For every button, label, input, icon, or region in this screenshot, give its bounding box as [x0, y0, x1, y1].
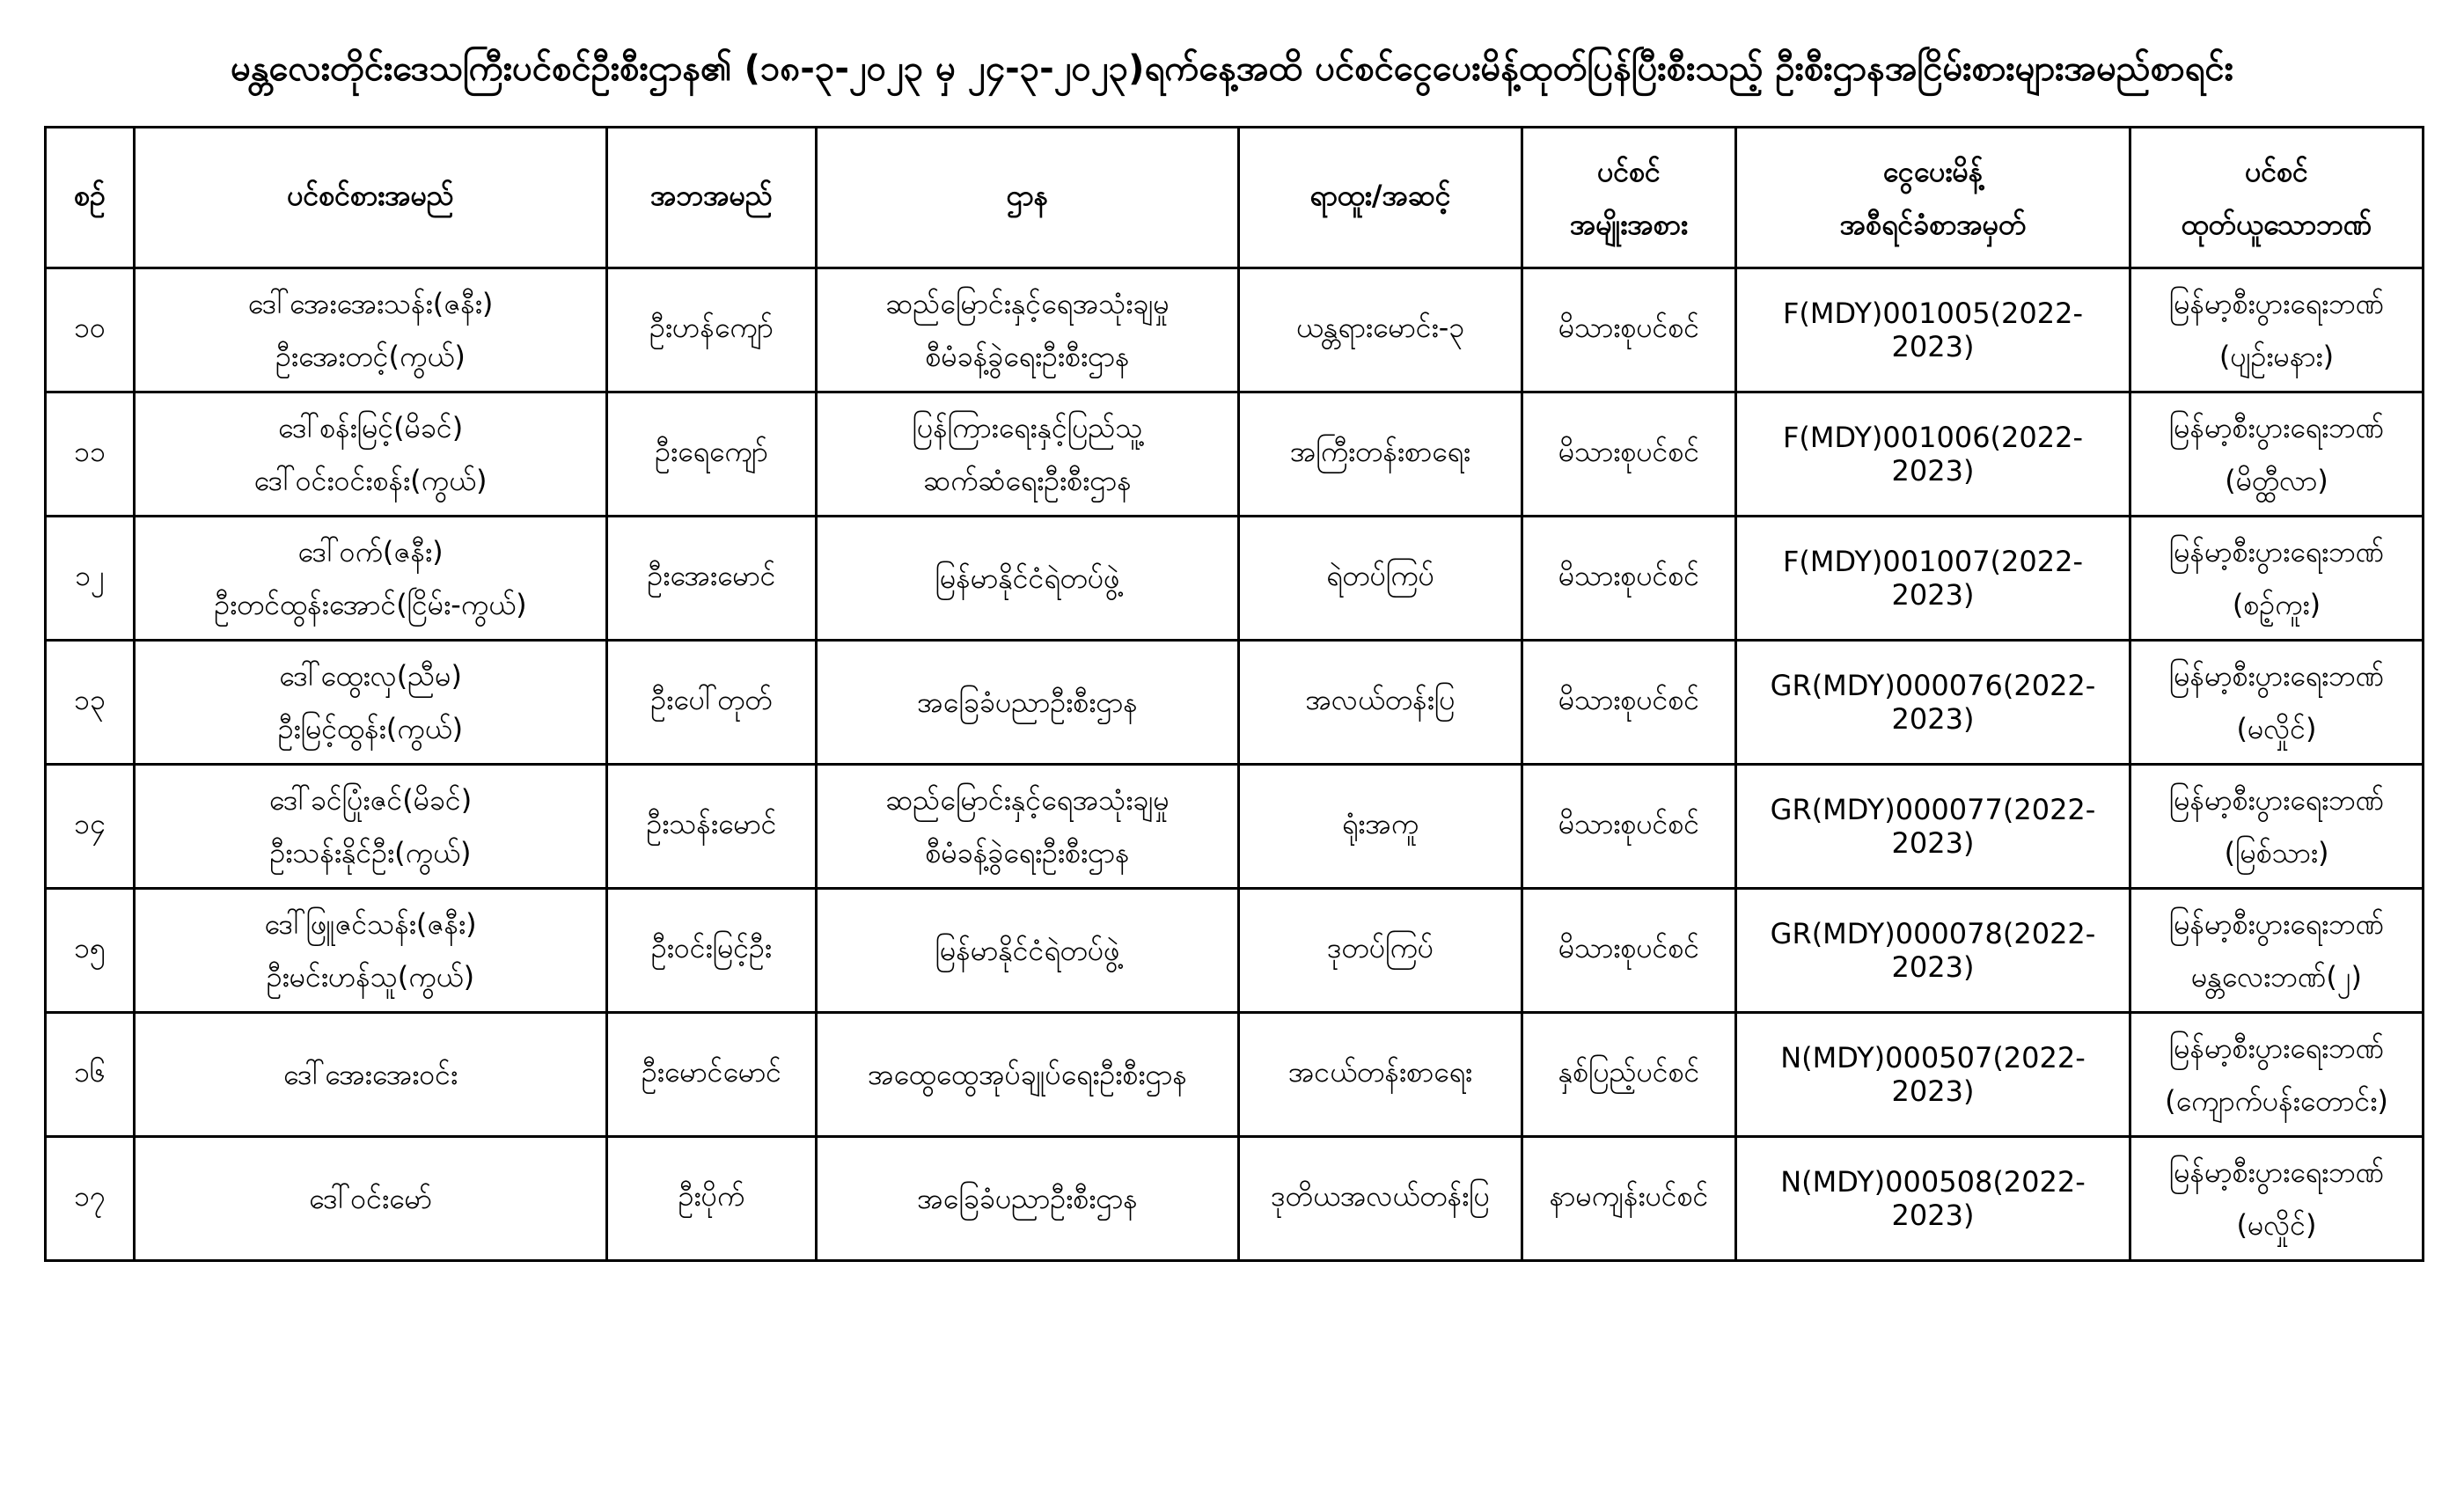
cell-bank-line: (မလှိုင်) — [2236, 712, 2317, 745]
cell-name — [135, 268, 607, 392]
header-bank — [2130, 128, 2424, 268]
cell-department — [817, 517, 1239, 641]
cell-department-line: ဆည်မြောင်းနှင့်ရေအသုံးချမှု — [885, 287, 1170, 320]
cell-department-line: အခြေခံပညာဦးစီးဌာန — [917, 686, 1138, 719]
header-name: ပင်စင်စားအမည် — [135, 128, 607, 268]
cell-no: ၁၂ — [46, 517, 135, 641]
cell-rank: ဒုတပ်ကြပ် — [1239, 889, 1522, 1013]
header-no: စဉ် — [46, 128, 135, 268]
cell-name-line: ဒေါ်ဝင်းမော် — [309, 1182, 432, 1215]
cell-name — [135, 1137, 607, 1261]
cell-no: ၁၄ — [46, 765, 135, 889]
cell-bank — [2130, 765, 2424, 889]
cell-department — [817, 1013, 1239, 1137]
cell-rank: အငယ်တန်းစာရေး — [1239, 1013, 1522, 1137]
cell-pension-type: မိသားစုပင်စင် — [1522, 517, 1736, 641]
cell-department — [817, 392, 1239, 517]
table-row — [46, 1137, 2424, 1261]
cell-order-no: N(MDY)000508(2022-2023) — [1736, 1137, 2130, 1261]
cell-order-no: F(MDY)001005(2022-2023) — [1736, 268, 2130, 392]
cell-father: ဦးပိုက် — [607, 1137, 817, 1261]
header-pension-type-line2: အမျိုးအစား — [1569, 207, 1689, 241]
cell-bank — [2130, 268, 2424, 392]
table-row — [46, 889, 2424, 1013]
cell-no: ၁၃ — [46, 641, 135, 765]
cell-bank-line: (မလှိုင်) — [2236, 1208, 2317, 1242]
cell-department-line: ဆည်မြောင်းနှင့်ရေအသုံးချမှု — [885, 783, 1170, 817]
header-bank-line2: ထုတ်ယူသောဘဏ် — [2181, 207, 2372, 241]
table-row — [46, 268, 2424, 392]
table-body — [46, 268, 2424, 1261]
header-rank: ရာထူး/အဆင့် — [1239, 128, 1522, 268]
cell-pension-type: နာမကျန်းပင်စင် — [1522, 1137, 1736, 1261]
cell-pension-type: မိသားစုပင်စင် — [1522, 889, 1736, 1013]
table-row — [46, 641, 2424, 765]
cell-order-no: GR(MDY)000076(2022-2023) — [1736, 641, 2130, 765]
cell-rank: ရဲတပ်ကြပ် — [1239, 517, 1522, 641]
table-row — [46, 765, 2424, 889]
cell-department-line: မြန်မာနိုင်ငံရဲတပ်ဖွဲ့ — [935, 934, 1120, 967]
cell-pension-type: မိသားစုပင်စင် — [1522, 392, 1736, 517]
cell-bank-line: မြန်မာ့စီးပွားရေးဘဏ် — [2168, 535, 2385, 568]
header-bank-line1: ပင်စင် — [2245, 154, 2308, 188]
cell-father: ဦးဟန်ကျော် — [607, 268, 817, 392]
cell-bank-line: မြန်မာ့စီးပွားရေးဘဏ် — [2168, 1155, 2385, 1189]
header-order-no-line1: ငွေပေးမိန့် — [1882, 154, 1984, 188]
cell-name-line: ဦးအေးတင့်(ကွယ်) — [275, 340, 466, 373]
cell-name-line: ဦးမြင့်ထွန်း(ကွယ်) — [277, 712, 464, 745]
cell-bank — [2130, 1013, 2424, 1137]
cell-father: ဦးဝင်းမြင့်ဦး — [607, 889, 817, 1013]
cell-bank — [2130, 392, 2424, 517]
cell-father: ဦးသန်းမောင် — [607, 765, 817, 889]
cell-bank-line: (ကျောက်ပန်းတောင်း) — [2165, 1084, 2388, 1118]
cell-name-line: ဦးသန်းနိုင်ဦး(ကွယ်) — [269, 836, 472, 869]
cell-bank-line: မြန်မာ့စီးပွားရေးဘဏ် — [2168, 783, 2385, 817]
table-row — [46, 392, 2424, 517]
cell-name — [135, 392, 607, 517]
cell-bank-line: မြန်မာ့စီးပွားရေးဘဏ် — [2168, 287, 2385, 320]
cell-order-no: N(MDY)000507(2022-2023) — [1736, 1013, 2130, 1137]
cell-name — [135, 765, 607, 889]
cell-name — [135, 889, 607, 1013]
cell-department — [817, 765, 1239, 889]
cell-name-line: ဦးတင်ထွန်းအောင်(ငြိမ်း-ကွယ်) — [214, 588, 527, 621]
cell-rank: ယန္တရားမောင်း-၃ — [1239, 268, 1522, 392]
cell-bank-line: (မြစ်သား) — [2224, 836, 2329, 869]
cell-department-line: ပြန်ကြားရေးနှင့်ပြည်သူ့ — [912, 411, 1143, 444]
cell-name-line: ဒေါ်ဝက်(ဇနီး) — [297, 535, 444, 568]
cell-name — [135, 1013, 607, 1137]
cell-department-line: မြန်မာနိုင်ငံရဲတပ်ဖွဲ့ — [935, 561, 1120, 595]
document-title: မန္တလေးတိုင်းဒေသကြီးပင်စင်ဦးစီးဌာန၏ (၁၈-၃-၂၀၂၃ မှ ၂၄-၃-၂၀၂၃)ရက်နေ့အထိ ပင်စင်ငွေပေးမိန့်ထုတ်ပြန်ပြီးစီးသည့် ဦးစီးဌာနအငြိမ်းစားများအမည်စာရင်း — [231, 48, 2233, 89]
cell-no: ၁၀ — [46, 268, 135, 392]
cell-name — [135, 641, 607, 765]
cell-father: ဦးမောင်မောင် — [607, 1013, 817, 1137]
header-row — [46, 128, 2424, 268]
cell-no: ၁၁ — [46, 392, 135, 517]
header-pension-type-line1: ပင်စင် — [1597, 154, 1661, 188]
table-row — [46, 1013, 2424, 1137]
cell-bank — [2130, 517, 2424, 641]
cell-order-no: GR(MDY)000077(2022-2023) — [1736, 765, 2130, 889]
header-department: ဌာန — [817, 128, 1239, 268]
cell-order-no: F(MDY)001006(2022-2023) — [1736, 392, 2130, 517]
cell-bank-line: မြန်မာ့စီးပွားရေးဘဏ် — [2168, 411, 2385, 444]
cell-rank: အလယ်တန်းပြ — [1239, 641, 1522, 765]
cell-bank-line: (ပျဉ်းမနား) — [2218, 340, 2335, 373]
cell-rank: အကြီးတန်းစာရေး — [1239, 392, 1522, 517]
table-row — [46, 517, 2424, 641]
cell-name-line: ဒေါ်ဝင်းဝင်းစန်း(ကွယ်) — [253, 464, 488, 497]
cell-department — [817, 889, 1239, 1013]
cell-bank-line: မြန်မာ့စီးပွားရေးဘဏ် — [2168, 907, 2385, 941]
cell-name-line: ဒေါ်အေးအေးဝင်း — [282, 1058, 458, 1091]
cell-department-line: စီမံခန့်ခွဲရေးဦးစီးဌာန — [925, 836, 1130, 869]
cell-father: ဦးပေါ်တုတ် — [607, 641, 817, 765]
pension-roster-table — [44, 126, 2424, 1262]
cell-bank-line: မန္တလေးဘဏ်(၂) — [2190, 960, 2363, 994]
cell-no: ၁၅ — [46, 889, 135, 1013]
cell-name-line: ဒေါ်အေးအေးသန်း(ဇနီး) — [247, 287, 494, 320]
cell-bank-line: (စဉ့်ကူး) — [2232, 588, 2321, 621]
cell-bank — [2130, 1137, 2424, 1261]
cell-father: ဦးရေကျော် — [607, 392, 817, 517]
cell-bank-line: (မိတ္ထီလာ) — [2225, 464, 2328, 497]
cell-no: ၁၇ — [46, 1137, 135, 1261]
cell-name-line: ဒေါ်စန်းမြင့်(မိခင်) — [277, 411, 464, 444]
cell-father: ဦးအေးမောင် — [607, 517, 817, 641]
cell-department — [817, 1137, 1239, 1261]
cell-department-line: ဆက်ဆံရေးဦးစီးဌာန — [923, 464, 1132, 497]
cell-bank-line: မြန်မာ့စီးပွားရေးဘဏ် — [2168, 659, 2385, 693]
cell-department — [817, 268, 1239, 392]
header-pension-type — [1522, 128, 1736, 268]
cell-bank — [2130, 641, 2424, 765]
cell-order-no: GR(MDY)000078(2022-2023) — [1736, 889, 2130, 1013]
cell-no: ၁၆ — [46, 1013, 135, 1137]
cell-bank-line: မြန်မာ့စီးပွားရေးဘဏ် — [2168, 1031, 2385, 1065]
cell-department-line: အထွေထွေအုပ်ချုပ်ရေးဦးစီးဌာန — [868, 1058, 1187, 1091]
cell-name-line: ဒေါ်ထွေးလှ(ညီမ) — [279, 659, 462, 693]
header-order-no — [1736, 128, 2130, 268]
cell-pension-type: မိသားစုပင်စင် — [1522, 268, 1736, 392]
cell-name — [135, 517, 607, 641]
cell-pension-type: မိသားစုပင်စင် — [1522, 765, 1736, 889]
header-father: အဘအမည် — [607, 128, 817, 268]
cell-rank: ဒုတိယအလယ်တန်းပြ — [1239, 1137, 1522, 1261]
cell-department — [817, 641, 1239, 765]
cell-pension-type: မိသားစုပင်စင် — [1522, 641, 1736, 765]
cell-name-line: ဒေါ်ခင်ပြုံးဇင်(မိခင်) — [268, 783, 473, 817]
cell-name-line: ဒေါ်ဖြူဇင်သန်း(ဇနီး) — [264, 907, 477, 941]
cell-rank: ရုံးအကူ — [1239, 765, 1522, 889]
cell-department-line: စီမံခန့်ခွဲရေးဦးစီးဌာန — [925, 340, 1130, 373]
header-order-no-line2: အစီရင်ခံစာအမှတ် — [1839, 207, 2027, 241]
cell-department-line: အခြေခံပညာဦးစီးဌာန — [917, 1182, 1138, 1215]
cell-bank — [2130, 889, 2424, 1013]
cell-order-no: F(MDY)001007(2022-2023) — [1736, 517, 2130, 641]
cell-name-line: ဦးမင်းဟန်သူ(ကွယ်) — [266, 960, 475, 994]
cell-pension-type: နှစ်ပြည့်ပင်စင် — [1522, 1013, 1736, 1137]
